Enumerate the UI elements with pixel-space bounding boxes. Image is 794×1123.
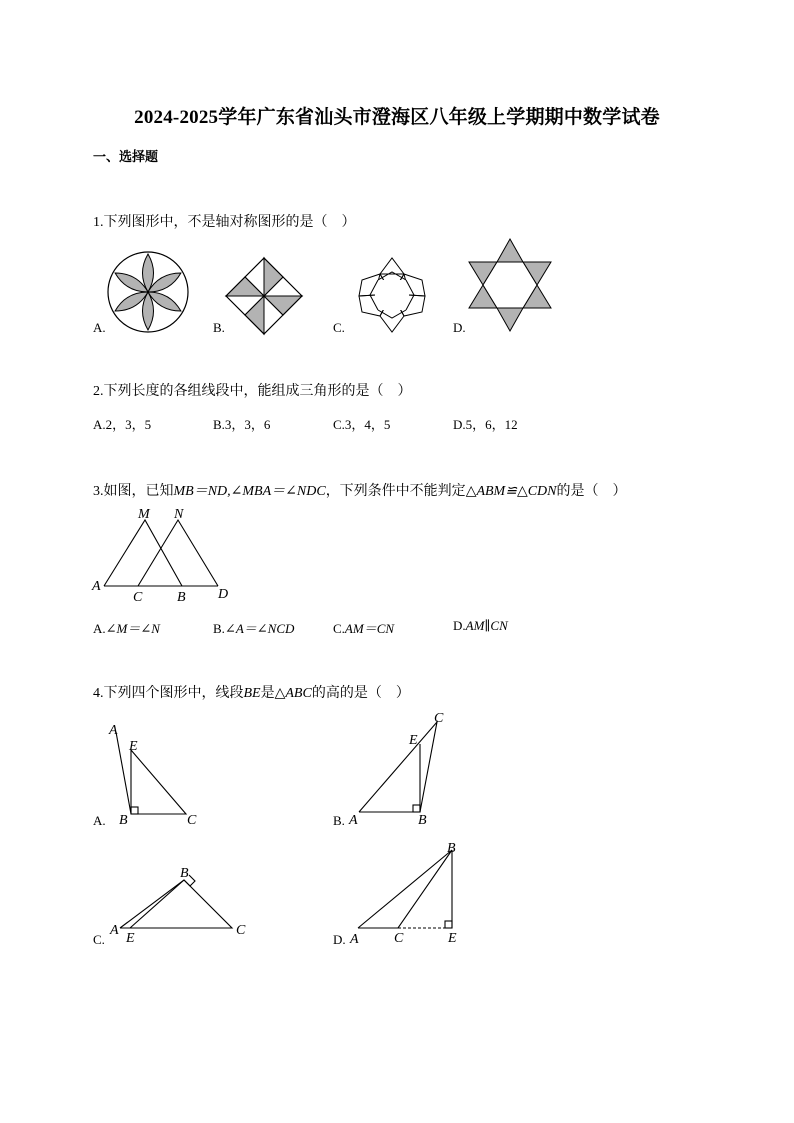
q3-option-a[interactable]: [93, 618, 160, 637]
q3-stem-prefix: 3.如图，已知: [93, 484, 174, 499]
q1-option-b[interactable]: B.: [213, 320, 225, 335]
label-a: A: [349, 813, 358, 828]
label-a: A: [92, 579, 101, 594]
q3-option-c-letter: C.: [333, 621, 345, 636]
pinwheel-icon: [226, 258, 302, 334]
label-b: B: [177, 590, 186, 605]
q4-option-d[interactable]: D.: [333, 932, 346, 947]
q4-stem-suffix: 的高的是（ ）: [311, 686, 410, 701]
hexagon-flower-icon: [345, 254, 439, 334]
section-heading: 一、选择题: [93, 149, 159, 164]
question-4-stem: [93, 682, 410, 702]
q2-option-b[interactable]: B.3，3，6: [213, 417, 271, 432]
q3-option-b-letter: B.: [213, 621, 225, 636]
q4-option-b[interactable]: B.: [333, 813, 345, 828]
label-d: D: [218, 587, 229, 602]
q3-option-d-math: AM∥CN: [465, 618, 508, 633]
label-b: B: [447, 841, 456, 856]
q3-stem-suffix: 的是（ ）: [556, 484, 627, 499]
q3-stem-math: MB＝ND,∠MBA＝∠NDC: [173, 484, 326, 499]
q3-option-c-math: AM＝CN: [344, 621, 395, 636]
q2-option-a[interactable]: A.2，3，5: [93, 417, 152, 432]
q3-triangles-figure: [90, 504, 240, 604]
q1-option-c[interactable]: C.: [333, 320, 345, 335]
label-e: E: [129, 739, 138, 754]
q4-figure-a: [100, 718, 210, 830]
label-m: M: [138, 507, 150, 522]
q4-figure-d: [346, 838, 466, 948]
page-title: 2024-2025学年广东省汕头市澄海区八年级上学期期中数学试卷: [134, 107, 660, 128]
label-a: A: [350, 932, 359, 947]
q3-option-d-letter: D.: [453, 618, 466, 633]
q3-stem-math2: △ABM≌△CDN: [465, 484, 557, 499]
q3-option-b-math: ∠A＝∠NCD: [224, 621, 295, 636]
q3-stem-mid: ，下列条件中不能判定: [325, 484, 466, 499]
q4-option-a[interactable]: A.: [93, 813, 106, 828]
q3-option-b[interactable]: [213, 618, 294, 637]
label-e: E: [448, 931, 457, 946]
flower-circle-icon: [106, 250, 190, 334]
label-c: C: [133, 590, 143, 605]
label-a: A: [110, 923, 119, 938]
label-c: C: [434, 711, 444, 726]
q2-option-d[interactable]: D.5，6，12: [453, 417, 518, 432]
q4-figure-c: [104, 862, 254, 946]
label-e: E: [409, 733, 418, 748]
question-3-stem: [93, 480, 627, 500]
label-b: B: [119, 813, 128, 828]
label-n: N: [174, 507, 184, 522]
q3-option-c[interactable]: [333, 618, 394, 637]
q4-stem-math2: △ABC: [274, 686, 312, 701]
q3-option-a-math: ∠M＝∠N: [105, 621, 160, 636]
label-b: B: [418, 813, 427, 828]
label-c: C: [394, 931, 404, 946]
q4-stem-prefix: 4.下列四个图形中，线段: [93, 686, 244, 701]
six-point-star-icon: [466, 238, 554, 332]
label-b: B: [180, 866, 189, 881]
q1-option-d[interactable]: D.: [453, 320, 466, 335]
q4-figure-b: [340, 708, 460, 830]
label-a: A: [109, 723, 118, 738]
label-c: C: [187, 813, 197, 828]
question-2-stem: 2.下列长度的各组线段中，能组成三角形的是（ ）: [93, 384, 412, 399]
label-c: C: [236, 923, 246, 938]
q4-stem-math: BE: [243, 686, 261, 701]
q3-option-a-letter: A.: [93, 621, 106, 636]
q3-option-d[interactable]: [453, 618, 508, 634]
q2-option-c[interactable]: C.3，4，5: [333, 417, 391, 432]
q4-stem-mid: 是: [260, 686, 275, 701]
q4-option-c[interactable]: C.: [93, 932, 105, 947]
q1-option-a[interactable]: A.: [93, 320, 106, 335]
question-1-stem: 1.下列图形中，不是轴对称图形的是（ ）: [93, 215, 356, 230]
label-e: E: [126, 931, 135, 946]
